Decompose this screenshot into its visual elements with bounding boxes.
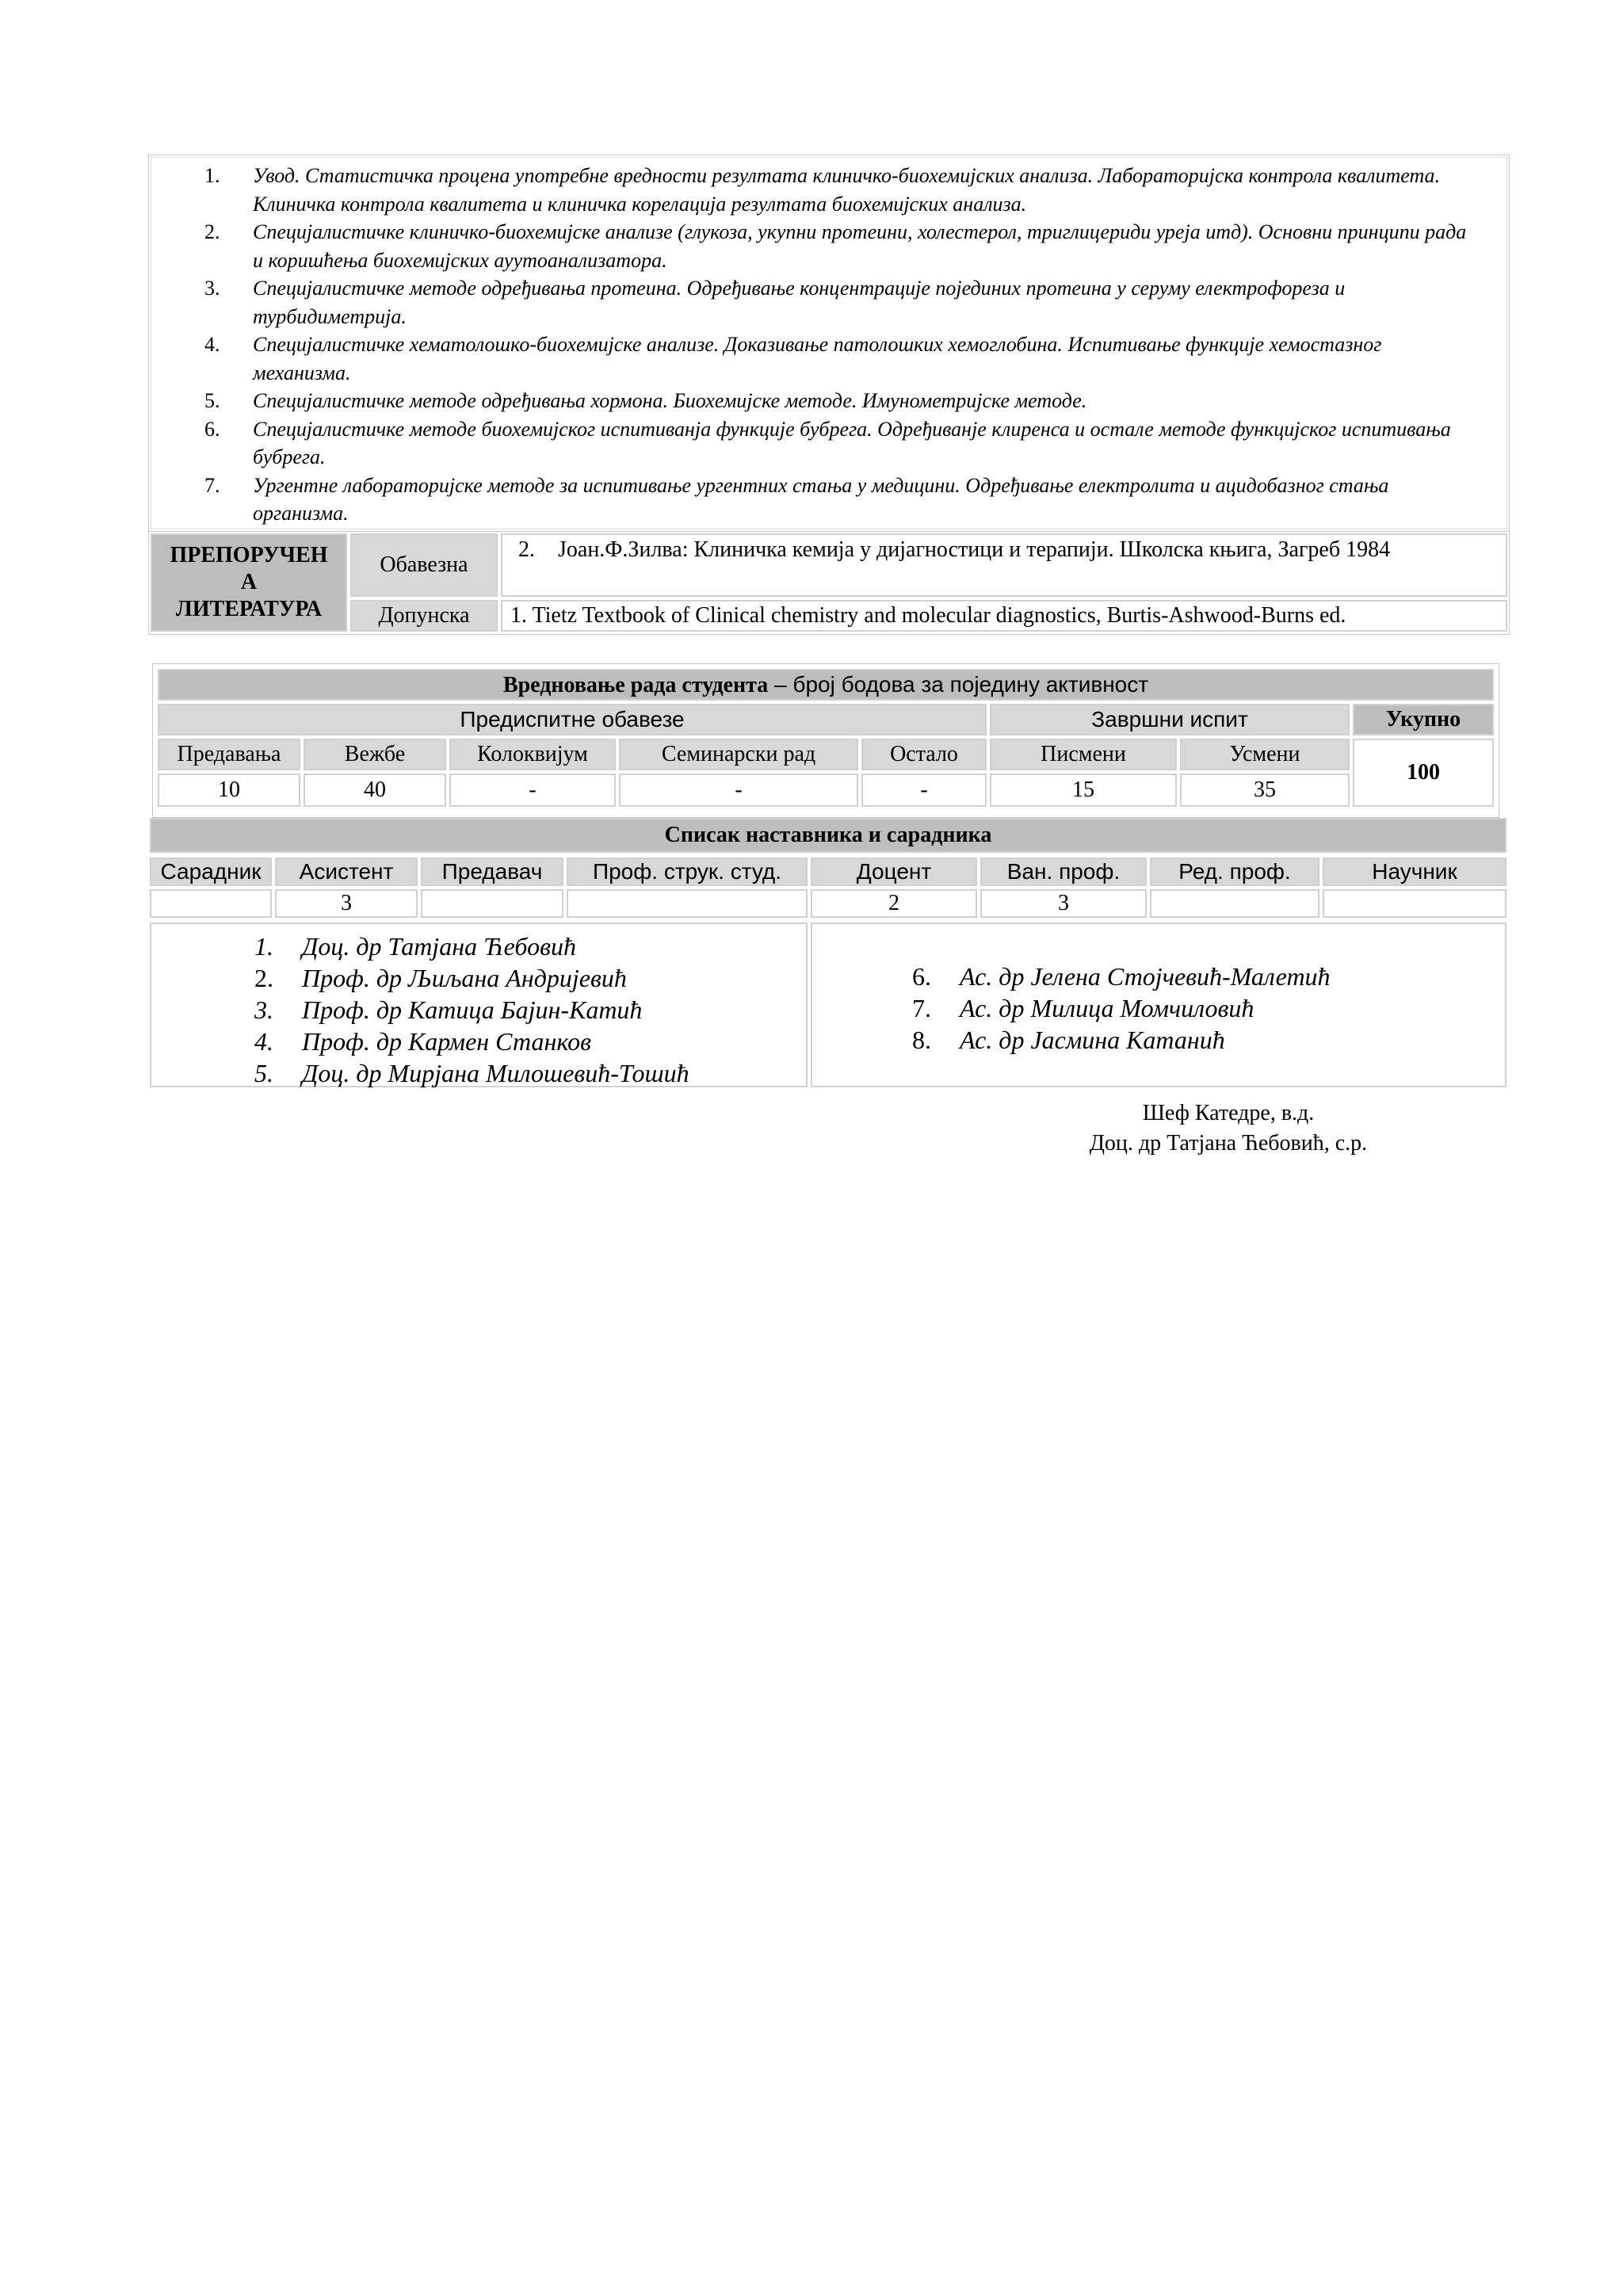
topic-item: 7. Ургентне лабораторијске методе за испитивање ургентних стања у медицини. Одређивање електролита и ацидобазног стања организма. xyxy=(204,473,1389,525)
role-header: Предавач xyxy=(421,858,563,886)
signature-title: Шеф Катедре, в.д. xyxy=(1142,1101,1315,1125)
role-count xyxy=(567,889,808,918)
total-value: 100 xyxy=(1353,739,1494,807)
staff-member: 2. Проф. др Љиљана Андријевић xyxy=(254,964,627,992)
value-cell: - xyxy=(619,774,858,807)
staff-list-right xyxy=(811,923,1507,1087)
role-count xyxy=(421,889,563,918)
value-cell: - xyxy=(861,774,987,807)
role-header: Доцент xyxy=(811,858,977,886)
value-cell: 35 xyxy=(1180,774,1350,807)
staff-title: Списак наставника и сарадника xyxy=(150,818,1507,853)
required-label: Обавезна xyxy=(350,533,498,597)
supplementary-label: Допунска xyxy=(350,600,498,632)
evaluation-table xyxy=(152,663,1499,818)
role-count: 3 xyxy=(980,889,1147,918)
evaluation-title: Вредновање рада студента – број бодова за поједину активност xyxy=(158,669,1494,701)
staff-member: 6. Ас. др Јелена Стојчевић-Малетић xyxy=(912,962,1331,991)
final-exam-header: Завршни испит xyxy=(990,704,1350,735)
staff-list-left xyxy=(150,923,808,1087)
column-header: Писмени xyxy=(990,739,1177,770)
staff-table xyxy=(148,816,1510,1095)
topic-item: 5. Специјалистичке методе одређивања хормона. Биохемијске методе. Имунометријске методе. xyxy=(204,389,1087,412)
role-count: 3 xyxy=(275,889,418,918)
column-header: Остало xyxy=(861,739,987,770)
topic-item: 1. Увод. Статистичка процена употребне вредности резултата клиничко-биохемијских анализа. Лабораторијска контрола квалитета. Клиничка контрола квалитета и клиничка корелација резултата биохемијских анализа. xyxy=(204,164,1441,216)
value-cell: - xyxy=(449,774,616,807)
role-header: Научник xyxy=(1323,858,1507,886)
signature-block xyxy=(1030,1098,1426,1159)
role-count xyxy=(1323,889,1507,918)
staff-member: 7. Ас. др Милица Момчиловић xyxy=(912,994,1254,1022)
role-header: Асистент xyxy=(275,858,418,886)
value-cell: 40 xyxy=(304,774,446,807)
literature-section xyxy=(148,531,1510,635)
literature-heading: ПРЕПОРУЧЕН А ЛИТЕРАТУРА xyxy=(151,533,347,632)
topic-item: 3. Специјалистичке методе одређивања протеина. Одређивање концентрације појединих протеина у серуму електрофореза и турбидиметрија. xyxy=(204,277,1346,328)
role-count xyxy=(1150,889,1319,918)
column-header: Предавања xyxy=(158,739,300,770)
role-header: Ван. проф. xyxy=(980,858,1147,886)
role-count xyxy=(150,889,272,918)
supplementary-reference: 1. Tietz Textbook of Clinical chemistry and molecular diagnostics, Burtis-Ashwood-Burns ed. xyxy=(501,600,1507,632)
required-reference: 2. Јоан.Ф.Зилва: Клиничка кемија у дијагностици и терапији. Школска књига, Загреб 1984 xyxy=(501,533,1507,597)
staff-member: 8. Ас. др Јасмина Катанић xyxy=(912,1026,1225,1054)
topic-item: 2. Специјалистичке клиничко-биохемијске анализе (глукоза, укупни протеини, холестерол, триглицериди уреја итд). Основни принципи рада и коришћења биохемијских ауутоанализатора. xyxy=(204,220,1467,272)
pre-exam-header: Предиспитне обавезе xyxy=(158,704,987,735)
value-cell: 10 xyxy=(158,774,300,807)
value-cell: 15 xyxy=(990,774,1177,807)
role-header: Ред. проф. xyxy=(1150,858,1319,886)
topic-item: 6. Специјалистичке методе биохемијског испитиванја функције бубрега. Одређиванје клиренса и остале методе функцијског испитивања бубрега. xyxy=(204,417,1451,468)
role-count: 2 xyxy=(811,889,977,918)
topics-section xyxy=(148,155,1510,532)
role-header: Сарадник xyxy=(150,858,272,886)
role-header: Проф. струк. студ. xyxy=(567,858,808,886)
topic-item: 4. Специјалистичке хематолошко-биохемијске анализе. Доказивање патолошких хемоглобина. Испитивање функције хемостазног механизма. xyxy=(204,333,1382,384)
staff-member: 4. Проф. др Кармен Станков xyxy=(254,1027,591,1056)
signature-name: Доц. др Татјана Ћебовић, с.р. xyxy=(1089,1131,1368,1156)
column-header: Вежбе xyxy=(304,739,446,770)
staff-member: 3. Проф. др Катица Бајин-Катић xyxy=(254,995,643,1024)
staff-member: 1. Доц. др Татјана Ћебовић xyxy=(254,932,576,961)
staff-member: 5. Доц. др Мирјана Милошевић-Тошић xyxy=(254,1059,689,1087)
column-header: Колоквијум xyxy=(449,739,616,770)
column-header: Семинарски рад xyxy=(619,739,858,770)
total-header: Укупно xyxy=(1353,704,1494,735)
column-header: Усмени xyxy=(1180,739,1350,770)
